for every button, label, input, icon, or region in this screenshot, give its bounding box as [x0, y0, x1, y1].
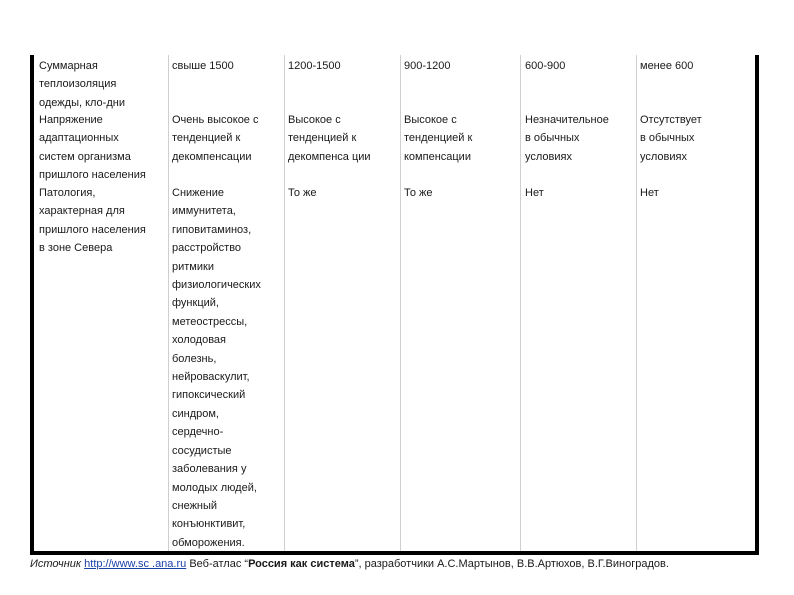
row-label-insulation: Суммарная теплоизоляция одежды, кло-дни: [39, 60, 125, 109]
table-cell: Нет: [640, 187, 659, 199]
table-cell: Отсутствует в обычных условиях: [640, 114, 702, 163]
table-cell: 900-1200: [404, 60, 451, 72]
table-cell: Незначительное в обычных условиях: [525, 114, 609, 163]
source-title: Россия как система: [248, 558, 355, 570]
column-divider: [636, 55, 637, 551]
table-cell: 600-900: [525, 60, 566, 72]
column-divider: [520, 55, 521, 551]
table-cell: Высокое с тенденцией к компенсации: [404, 114, 473, 163]
source-label: Источник: [30, 558, 82, 570]
table-cell: Высокое с тенденцией к декомпенса ции: [288, 114, 371, 163]
column-divider: [400, 55, 401, 551]
column-divider: [284, 55, 285, 551]
source-text-after: ”, разработчики А.С.Мартынов, В.В.Артюхов, В.Г.Виноградов.: [354, 558, 669, 570]
table-cell: Снижение иммунитета, гиповитаминоз, расстройство ритмики физиологических функций, метеострессы, холодовая болезнь, нейроваскулит, гипоксический синдром, сердечно- сосудистые заболевания у молодых людей, снежный конъюнктивит, обморожения.: [172, 187, 261, 549]
source-link[interactable]: http://www.sc .ana.ru: [84, 558, 187, 570]
table-cell: То же: [404, 187, 433, 199]
source-note: [30, 558, 770, 570]
table-cell: Очень высокое с тенденцией к декомпенсации: [172, 114, 259, 163]
row-label-adaptation-stress: Напряжение адаптационных систем организма пришлого населения: [39, 114, 146, 182]
table-cell: То же: [288, 187, 317, 199]
table-cell: менее 600: [640, 60, 694, 72]
column-divider: [168, 55, 169, 551]
source-text-before: Веб-атлас “: [189, 558, 249, 570]
table-cell: свыше 1500: [172, 60, 234, 72]
row-label-pathology: Патология, характерная для пришлого населения в зоне Севера: [39, 187, 146, 255]
table-cell: 1200-1500: [288, 60, 341, 72]
table-cell: Нет: [525, 187, 544, 199]
